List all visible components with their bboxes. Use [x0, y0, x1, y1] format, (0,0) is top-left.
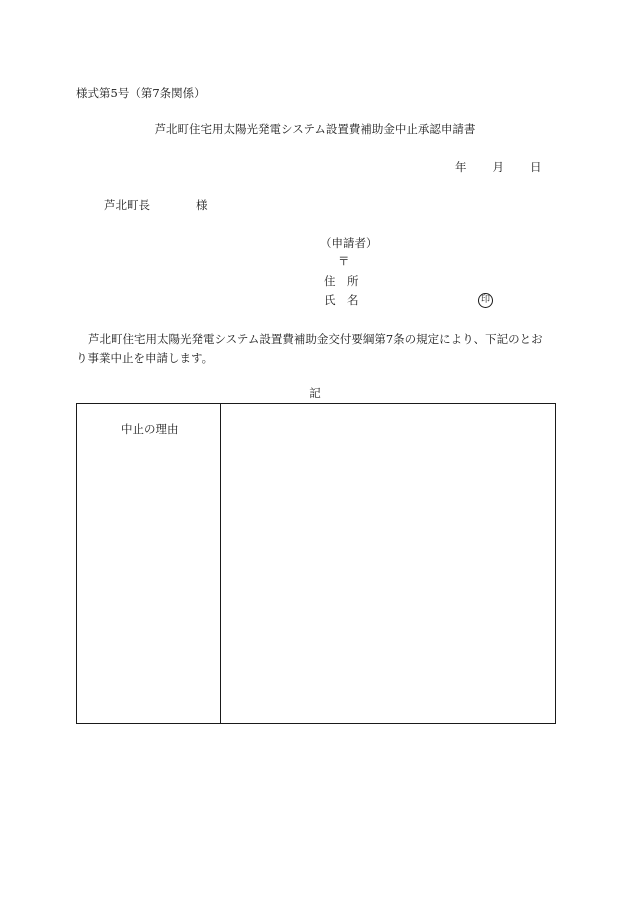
applicant-label: （申請者）	[320, 236, 378, 250]
name-label: 氏 名	[324, 293, 359, 307]
postal-mark: 〒	[338, 254, 350, 268]
reason-label: 中止の理由	[121, 422, 179, 436]
year-label: 年	[455, 160, 467, 174]
address-label: 住 所	[324, 274, 359, 288]
form-number: 様式第5号（第7条関係）	[76, 86, 206, 100]
document-title: 芦北町住宅用太陽光発電システム設置費補助金中止承認申請書	[154, 122, 476, 136]
table-divider	[220, 404, 221, 723]
reason-table	[76, 403, 556, 724]
seal-mark-icon: 印	[478, 293, 493, 308]
addressee	[104, 200, 208, 212]
body-text: 芦北町住宅用太陽光発電システム設置費補助金交付要綱第7条の規定により、下記のとおり事業中止を申請します。	[76, 332, 543, 365]
day-label: 日	[530, 160, 542, 174]
month-label: 月	[492, 160, 504, 174]
addressee-honorific: 様	[196, 198, 208, 212]
reason-field[interactable]	[227, 414, 545, 713]
ki-heading: 記	[309, 386, 321, 400]
addressee-name: 芦北町長	[104, 198, 150, 212]
date-line	[455, 162, 542, 174]
